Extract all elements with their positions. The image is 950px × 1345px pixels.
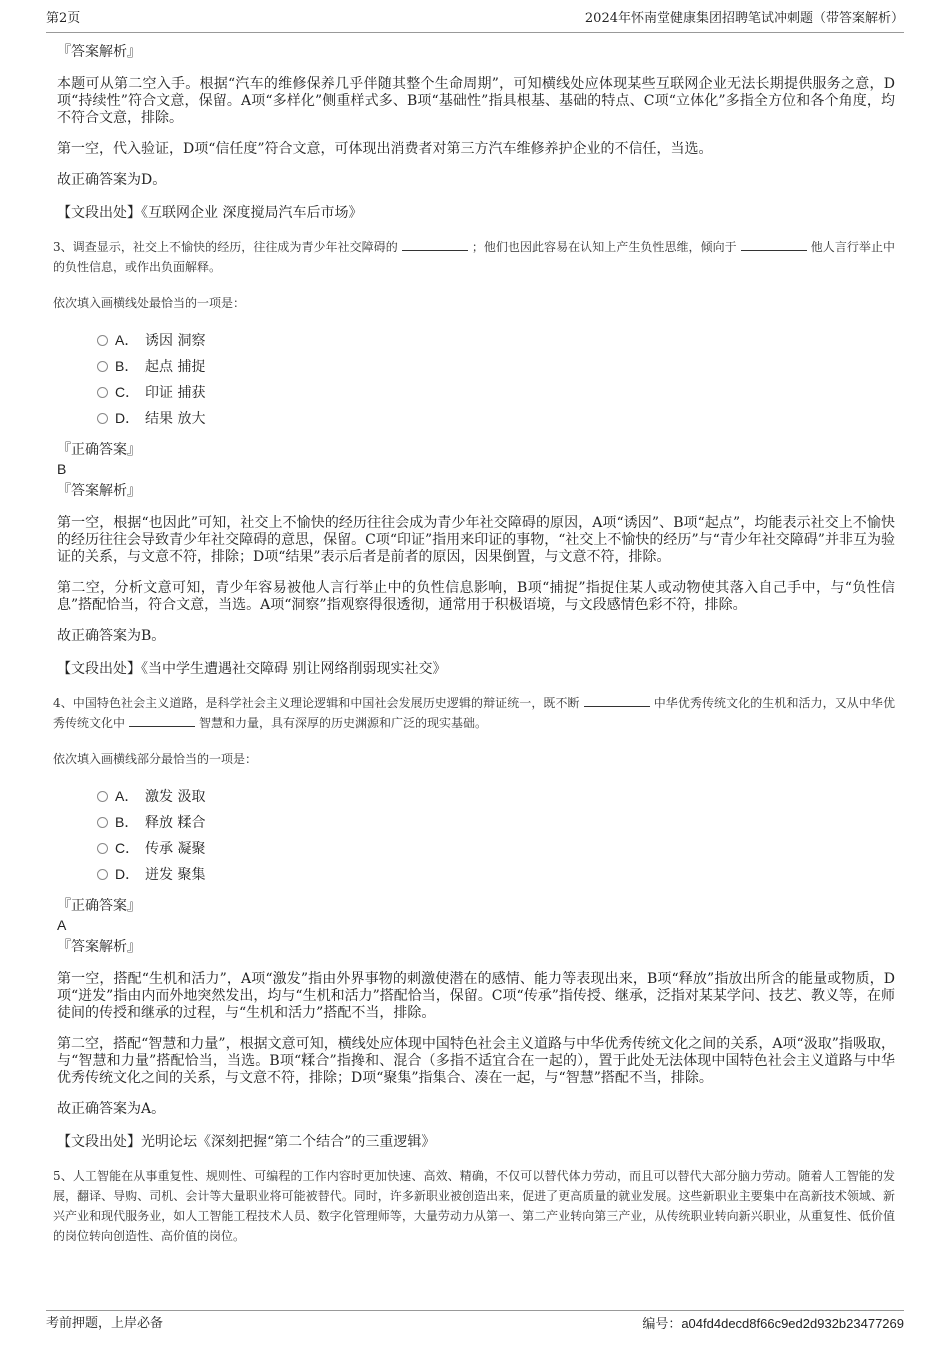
fill-blank: [584, 695, 650, 707]
analysis-paragraph: 第二空，搭配“智慧和力量”，根据文意可知，横线处应体现中国特色社会主义道路与中华优秀传统文化之间的关系，A项“汲取”指吸取，与“智慧和力量”搭配恰当，当选。B项“糅合”指搀和、混合（多指不适宜合在一起的），置于此处无法体现中国特色社会主义道路与中华优秀传统文化之间的关系，与文意不符，排除；D项“聚集”指集合、凑在一起，与“智慧”搭配不当，排除。: [57, 1036, 895, 1086]
question-prompt: 依次填入画横线部分最恰当的一项是：: [53, 752, 258, 766]
analysis-paragraph: 本题可从第二空入手。根据“汽车的维修保养几乎伴随其整个生命周期”，可知横线处应体现某些互联网企业无法长期提供服务之意，D项“持续性”符合文意，保留。A项“多样化”侧重样式多、B项“基础性”指具根基、基础的特点、C项“立体化”多指全方位和各个角度，均不符合文意，排除。: [57, 76, 895, 126]
option-letter: D．: [115, 410, 140, 426]
footer-slogan: 考前押题，上岸必备: [46, 1316, 164, 1331]
analysis-paragraph: 第二空，分析文意可知，青少年容易被他人言行举止中的负性信息影响，B项“捕捉”指捉住某人或动物使其落入自己手中，与“负性信息”搭配恰当，符合文意，当选。A项“洞察”指观察得很透彻，通常用于积极语境，与文段感情色彩不符，排除。: [57, 580, 895, 613]
code-label: 编号：: [642, 1317, 682, 1332]
code-value: a04fd4decd8f66c9ed2d932b23477269: [681, 1316, 904, 1331]
document-title: 2024年怀南堂健康集团招聘笔试冲刺题（带答案解析）: [584, 11, 904, 26]
option-text: 起点 捕捉: [145, 359, 206, 375]
option-letter: C．: [115, 840, 140, 856]
correct-answer-label: 『正确答案』: [57, 442, 141, 458]
source-citation: 【文段出处】《互联网企业 深度搅局汽车后市场》: [57, 205, 363, 221]
question-text: ；他们也因此容易在认知上产生负性思维，倾向于: [471, 240, 737, 254]
radio-button-icon[interactable]: [97, 817, 108, 828]
correct-answer-value: A: [57, 917, 67, 933]
option-text: 诱因 洞察: [145, 333, 206, 349]
option-a[interactable]: [97, 783, 895, 809]
page-footer: [46, 1310, 904, 1335]
analysis-paragraph: 第一空，代入验证，D项“信任度”符合文意，可体现出消费者对第三方汽车维修养护企业的不信任，当选。: [57, 141, 713, 157]
radio-button-icon[interactable]: [97, 361, 108, 372]
option-d[interactable]: [97, 861, 895, 887]
analysis-paragraph: 第一空，根据“也因此”可知，社交上不愉快的经历往往会成为青少年社交障碍的原因，A项“诱因”、B项“起点”，均能表示社交上不愉快的经历往往会导致青少年社交障碍的意思，保留。C项“印证”指用来印证的事物，“社交上不愉快的经历”与“青少年社交障碍”并非互为验证的关系，与文意不符，排除；D项“结果”表示后者是前者的原因，因果倒置，与文意不符，排除。: [57, 515, 895, 565]
analysis-label: 『答案解析』: [57, 483, 141, 499]
option-text: 传承 凝聚: [145, 841, 206, 857]
option-c[interactable]: [97, 835, 895, 861]
question-3: [53, 237, 895, 277]
option-text: 印证 捕获: [145, 385, 206, 401]
radio-button-icon[interactable]: [97, 869, 108, 880]
radio-button-icon[interactable]: [97, 843, 108, 854]
question-text: 智慧和力量，具有深厚的历史渊源和广泛的现实基础。: [199, 716, 488, 730]
analysis-paragraph: 故正确答案为B。: [57, 628, 166, 644]
analysis-paragraph: 故正确答案为A。: [57, 1101, 166, 1117]
analysis-label: 『答案解析』: [57, 939, 141, 955]
analysis-label: 『答案解析』: [57, 44, 141, 60]
fill-blank: [741, 239, 807, 251]
radio-button-icon[interactable]: [97, 413, 108, 424]
option-list: [97, 327, 895, 431]
analysis-paragraph: 故正确答案为D。: [57, 172, 167, 188]
option-letter: B．: [115, 358, 139, 374]
option-letter: A．: [115, 332, 139, 348]
option-b[interactable]: [97, 353, 895, 379]
radio-button-icon[interactable]: [97, 387, 108, 398]
page-header: [46, 8, 904, 33]
radio-button-icon[interactable]: [97, 335, 108, 346]
document-body: [53, 42, 895, 1262]
question-text: 他人言行举止中的负性信息，或作出负面解释。: [53, 240, 895, 274]
analysis-paragraph: 第一空，搭配“生机和活力”，A项“激发”指由外界事物的刺激使潜在的感情、能力等表现出来，B项“释放”指放出所含的能量或物质，D项“迸发”指由内而外地突然发出，均与“生机和活力”搭配恰当，保留。C项“传承”指传授、继承，泛指对某某学问、技艺、教义等，在师徒间的传授和继承的过程，与“生机和活力”搭配不当，排除。: [57, 971, 895, 1021]
question-5: 5、人工智能在从事重复性、规则性、可编程的工作内容时更加快速、高效、精确，不仅可以替代体力劳动，而且可以替代大部分脑力劳动。随着人工智能的发展，翻译、导购、司机、会计等大量职业将可能被替代。同时，许多新职业被创造出来，促进了更高质量的就业发展。这些新职业主要集中在高新技术领域、新兴产业和现代服务业，如人工智能工程技术人员、数字化管理师等，大量劳动力从第一、第二产业转向第三产业，从传统职业转向新兴职业，从重复性、低价值的岗位转向创造性、高价值的岗位。: [53, 1169, 895, 1243]
question-text: 3、调查显示，社交上不愉快的经历，往往成为青少年社交障碍的: [53, 240, 398, 254]
option-text: 结果 放大: [145, 411, 206, 427]
document-code: [642, 1313, 904, 1336]
option-letter: C．: [115, 384, 140, 400]
option-letter: B．: [115, 814, 139, 830]
radio-button-icon[interactable]: [97, 791, 108, 802]
option-c[interactable]: [97, 379, 895, 405]
question-text: 4、中国特色社会主义道路，是科学社会主义理论逻辑和中国社会发展历史逻辑的辩证统一，既不断: [53, 696, 580, 710]
fill-blank: [129, 715, 195, 727]
option-text: 激发 汲取: [145, 789, 206, 805]
question-prompt: 依次填入画横线处最恰当的一项是：: [53, 296, 246, 310]
correct-answer-label: 『正确答案』: [57, 898, 141, 914]
option-b[interactable]: [97, 809, 895, 835]
question-text: 中华优秀传统文化的生机和活力，又从中华优秀传统文化中: [53, 696, 895, 730]
option-a[interactable]: [97, 327, 895, 353]
option-text: 释放 糅合: [145, 815, 206, 831]
option-letter: D．: [115, 866, 140, 882]
correct-answer-value: B: [57, 461, 67, 477]
option-letter: A．: [115, 788, 139, 804]
fill-blank: [402, 239, 468, 251]
option-list: [97, 783, 895, 887]
page-number: 第2页: [46, 11, 81, 26]
option-d[interactable]: [97, 405, 895, 431]
question-4: [53, 693, 895, 733]
source-citation: 【文段出处】光明论坛《深刻把握“第二个结合”的三重逻辑》: [57, 1134, 436, 1150]
option-text: 迸发 聚集: [145, 867, 206, 883]
source-citation: 【文段出处】《当中学生遭遇社交障碍 别让网络削弱现实社交》: [57, 661, 447, 677]
